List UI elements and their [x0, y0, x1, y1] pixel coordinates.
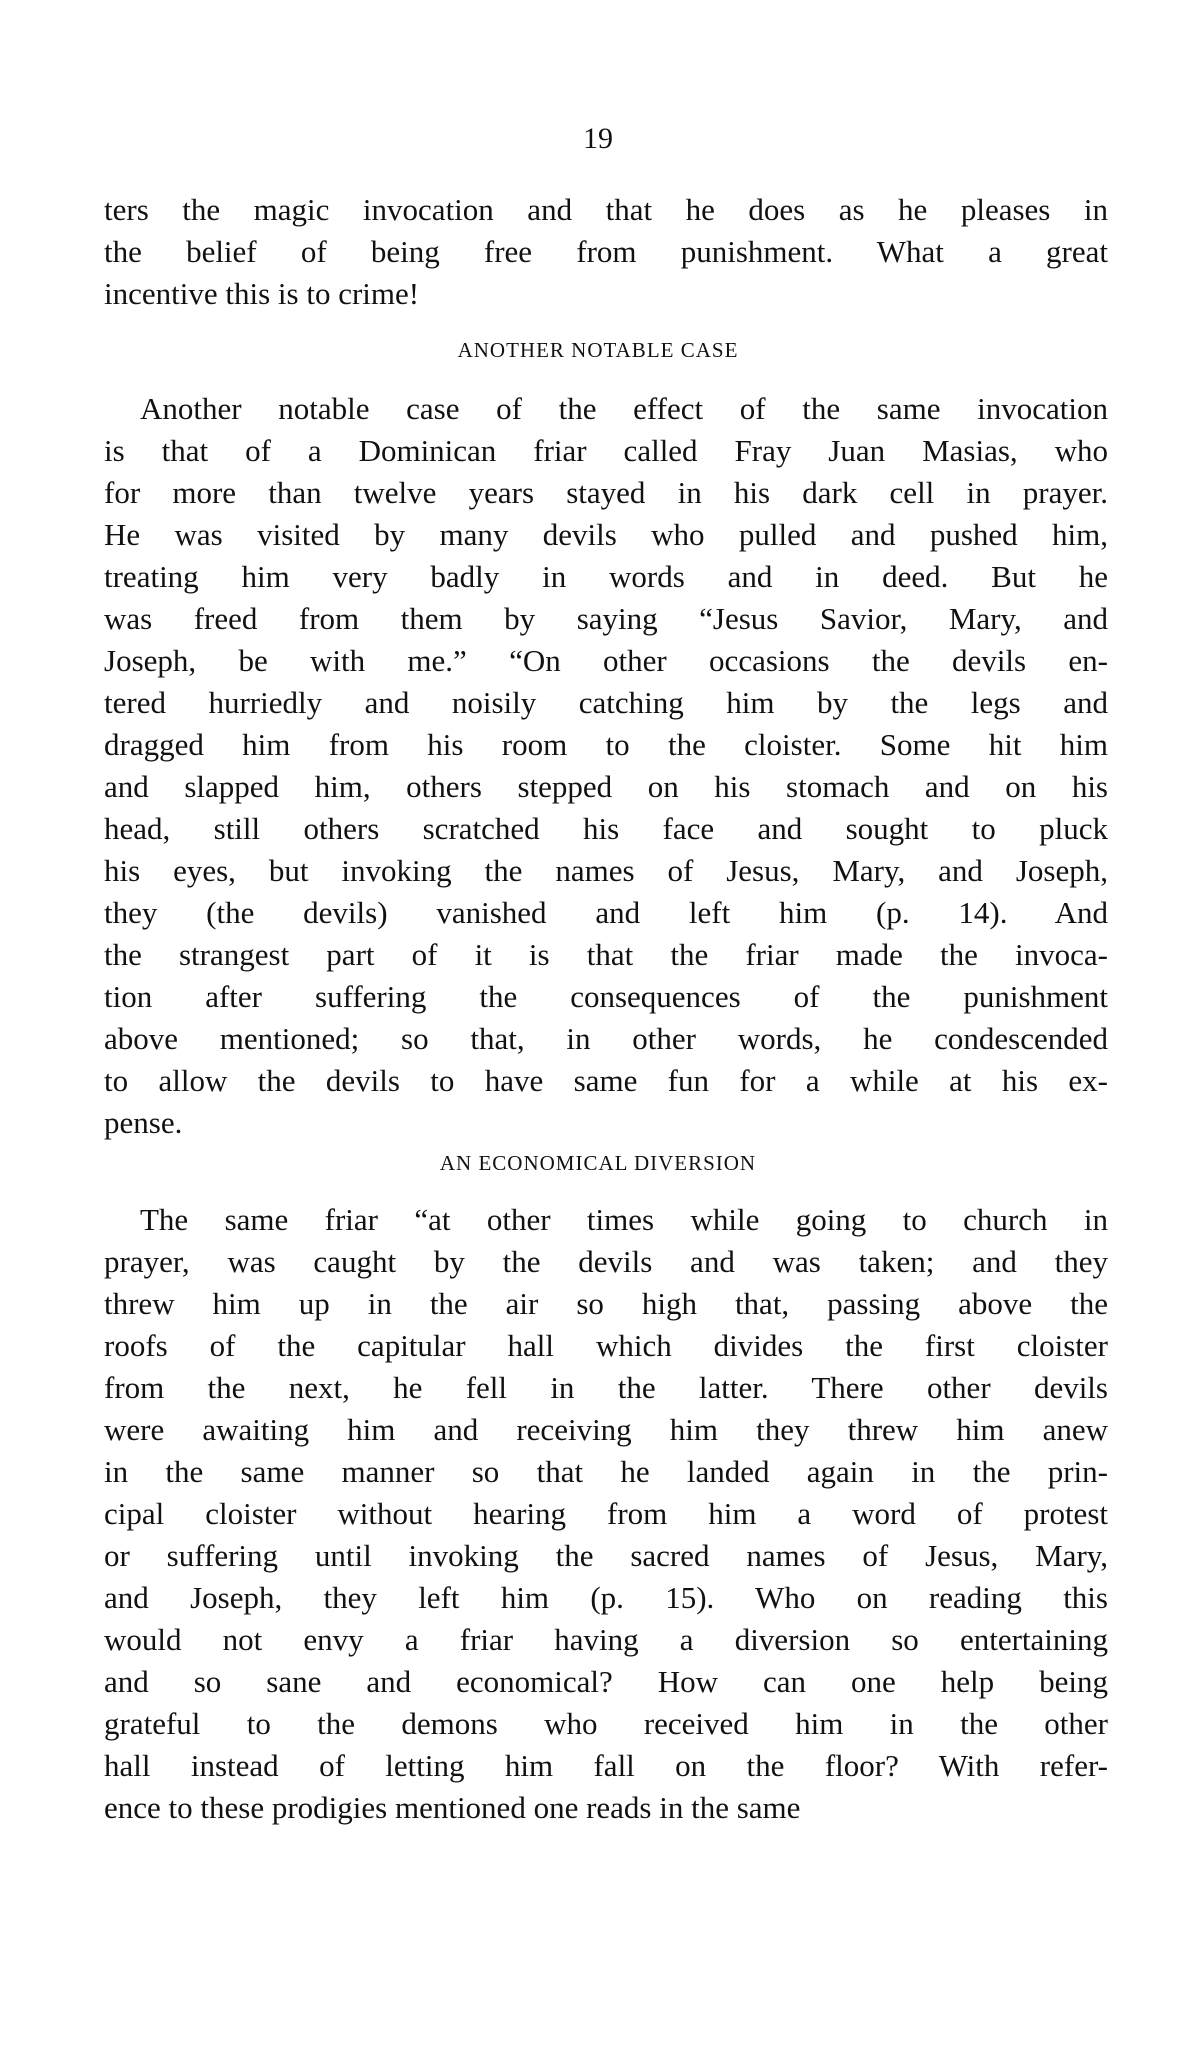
text-line: Another notable case of the effect of the same invocation	[140, 391, 1108, 426]
text-line: roofs of the capitular hall which divides the first cloister	[104, 1328, 1108, 1363]
text-line: they (the devils) vanished and left him (p. 14). And	[104, 895, 1108, 930]
text-line: and so sane and economical? How can one help being	[104, 1664, 1108, 1699]
text-line: were awaiting him and receiving him they threw him anew	[104, 1412, 1108, 1447]
text-line: Joseph, be with me.” “On other occasions the devils en-	[104, 643, 1108, 678]
text-line: threw him up in the air so high that, passing above the	[104, 1286, 1108, 1321]
text-line: The same friar “at other times while going to church in	[140, 1202, 1108, 1237]
text-line: or suffering until invoking the sacred names of Jesus, Mary,	[104, 1538, 1108, 1573]
text-line: hall instead of letting him fall on the floor? With refer-	[104, 1748, 1108, 1783]
text-line: incentive this is to crime!	[104, 276, 420, 311]
text-line: and Joseph, they left him (p. 15). Who on reading this	[104, 1580, 1108, 1615]
text-line: dragged him from his room to the cloister. Some hit him	[104, 727, 1108, 762]
text-line: grateful to the demons who received him in the other	[104, 1706, 1108, 1741]
text-line: He was visited by many devils who pulled and pushed him,	[104, 517, 1108, 552]
text-line: tion after suffering the consequences of the punishment	[104, 979, 1108, 1014]
text-line: in the same manner so that he landed again in the prin-	[104, 1454, 1108, 1489]
text-line: treating him very badly in words and in deed. But he	[104, 559, 1108, 594]
text-line: pense.	[104, 1105, 183, 1140]
text-line: the strangest part of it is that the friar made the invoca-	[104, 937, 1108, 972]
paragraph-economical-diversion	[104, 1199, 1108, 1829]
paragraph-intro	[104, 189, 1108, 315]
text-line: prayer, was caught by the devils and was taken; and they	[104, 1244, 1108, 1279]
text-line: ence to these prodigies mentioned one reads in the same	[104, 1790, 801, 1825]
section-heading-another-notable-case: ANOTHER NOTABLE CASE	[457, 338, 739, 362]
text-line: cipal cloister without hearing from him a word of protest	[104, 1496, 1108, 1531]
text-line: ters the magic invocation and that he does as he pleases in	[104, 192, 1108, 227]
text-line: would not envy a friar having a diversion so entertaining	[104, 1622, 1108, 1657]
text-line: the belief of being free from punishment. What a great	[104, 234, 1108, 269]
text-line: his eyes, but invoking the names of Jesus, Mary, and Joseph,	[104, 853, 1108, 888]
text-line: and slapped him, others stepped on his stomach and on his	[104, 769, 1108, 804]
paragraph-another-notable-case	[104, 388, 1108, 1144]
text-line: above mentioned; so that, in other words, he condescended	[104, 1021, 1108, 1056]
text-line: for more than twelve years stayed in his dark cell in prayer.	[104, 475, 1108, 510]
text-line: was freed from them by saying “Jesus Savior, Mary, and	[104, 601, 1108, 636]
text-line: tered hurriedly and noisily catching him by the legs and	[104, 685, 1108, 720]
page-number: 19	[583, 122, 613, 155]
section-heading-economical-diversion: AN ECONOMICAL DIVERSION	[439, 1151, 757, 1175]
text-line: from the next, he fell in the latter. There other devils	[104, 1370, 1108, 1405]
text-line: to allow the devils to have same fun for a while at his ex-	[104, 1063, 1108, 1098]
text-line: head, still others scratched his face and sought to pluck	[104, 811, 1108, 846]
text-line: is that of a Dominican friar called Fray Juan Masias, who	[104, 433, 1108, 468]
